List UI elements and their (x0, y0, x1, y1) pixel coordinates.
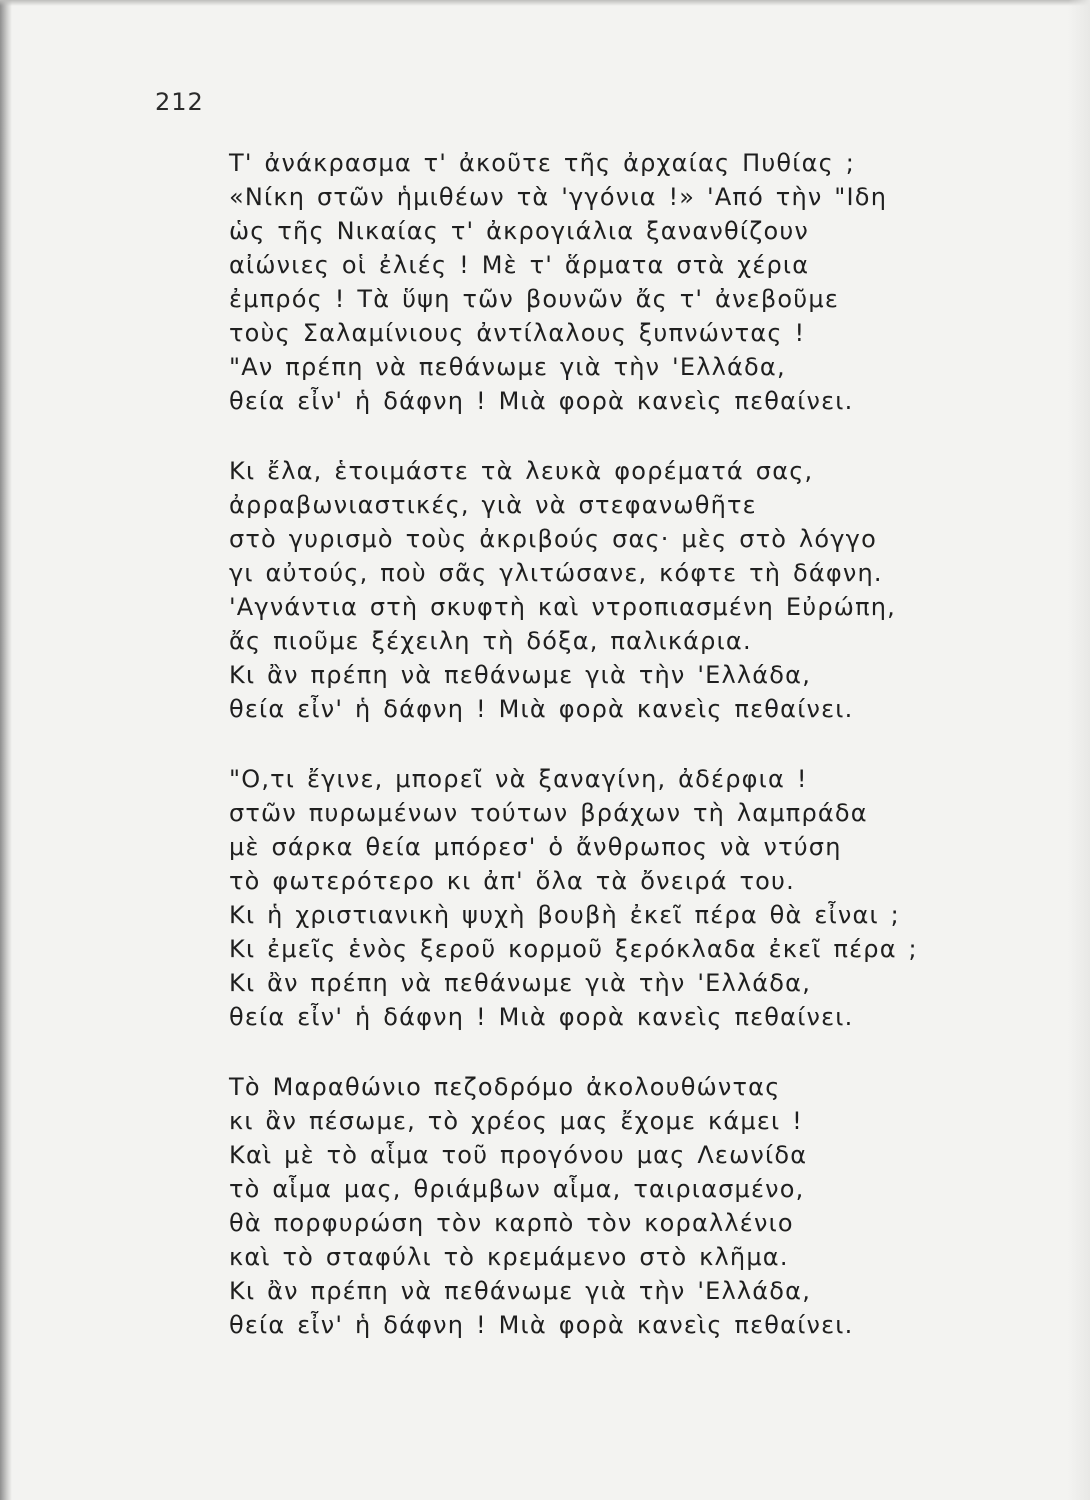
scan-edge-left (0, 0, 12, 1500)
stanza-1 (229, 146, 1049, 418)
poem-line: Κι ἔλα, ἑτοιμάστε τὰ λευκὰ φορέματά σας, (229, 457, 814, 485)
scan-edge-right (1068, 0, 1090, 1500)
poem-line: 'Αγνάντια στὴ σκυφτὴ καὶ ντροπιασμένη Εὐρώπη, (229, 593, 896, 621)
poem-line: Τ' ἀνάκρασμα τ' ἀκοῦτε τῆς ἀρχαίας Πυθίας ; (229, 149, 856, 177)
poem-line: θὰ πορφυρώση τὸν καρπὸ τὸν κοραλλένιο (229, 1209, 794, 1237)
page-number: 212 (155, 88, 204, 116)
poem-line: καὶ τὸ σταφύλι τὸ κρεμάμενο στὸ κλῆμα. (229, 1243, 789, 1271)
poem-line: αἰώνιες οἱ ἐλιές ! Μὲ τ' ἅρματα στὰ χέρια (229, 251, 810, 279)
poem-line: θεία εἶν' ἡ δάφνη ! Μιὰ φορὰ κανεὶς πεθαίνει. (229, 387, 854, 415)
poem-line: θεία εἶν' ἡ δάφνη ! Μιὰ φορὰ κανεὶς πεθαίνει. (229, 695, 854, 723)
stanza-3 (229, 762, 1049, 1034)
poem-line: θεία εἶν' ἡ δάφνη ! Μιὰ φορὰ κανεὶς πεθαίνει. (229, 1003, 854, 1031)
poem-line: "Ο,τι ἔγινε, μπορεῖ νὰ ξαναγίνη, ἀδέρφια ! (229, 765, 808, 793)
poem-line: θεία εἶν' ἡ δάφνη ! Μιὰ φορὰ κανεὶς πεθαίνει. (229, 1311, 854, 1339)
poem-line: Κι ἂν πρέπη νὰ πεθάνωμε γιὰ τὴν 'Ελλάδα, (229, 969, 812, 997)
poem-line: τοὺς Σαλαμίνιους ἀντίλαλους ξυπνώντας ! (229, 319, 806, 347)
poem-line: Κι ἐμεῖς ἑνὸς ξεροῦ κορμοῦ ξερόκλαδα ἐκεῖ πέρα ; (229, 935, 918, 963)
poem-line: «Νίκη στῶν ἡμιθέων τὰ 'γγόνια !» 'Από τὴν "Ιδη (229, 183, 888, 211)
poem-line: στῶν πυρωμένων τούτων βράχων τὴ λαμπράδα (229, 799, 868, 827)
poem-line: ἄς πιοῦμε ξέχειλη τὴ δόξα, παλικάρια. (229, 627, 752, 655)
poem-line: Κι ἂν πρέπη νὰ πεθάνωμε γιὰ τὴν 'Ελλάδα, (229, 661, 812, 689)
stanza-4 (229, 1070, 1049, 1342)
poem-line: "Αν πρέπη νὰ πεθάνωμε γιὰ τὴν 'Ελλάδα, (229, 353, 786, 381)
stanza-2 (229, 454, 1049, 726)
poem-line: τὸ αἷμα μας, θριάμβων αἷμα, ταιριασμένο, (229, 1175, 805, 1203)
scan-edge-top (0, 0, 1090, 6)
poem-line: μὲ σάρκα θεία μπόρεσ' ὁ ἄνθρωπος νὰ ντύση (229, 833, 842, 861)
poem-line: Κι ἂν πρέπη νὰ πεθάνωμε γιὰ τὴν 'Ελλάδα, (229, 1277, 812, 1305)
poem-line: Κι ἡ χριστιανικὴ ψυχὴ βουβὴ ἐκεῖ πέρα θὰ εἶναι ; (229, 901, 900, 929)
poem-line: γι αὐτούς, ποὺ σᾶς γλιτώσανε, κόφτε τὴ δάφνη. (229, 559, 883, 587)
poem-line: ὡς τῆς Νικαίας τ' ἀκρογιάλια ξανανθίζουν (229, 217, 810, 245)
poem-line: Καὶ μὲ τὸ αἷμα τοῦ προγόνου μας Λεωνίδα (229, 1141, 808, 1169)
poem-line: ἀρραβωνιαστικές, γιὰ νὰ στεφανωθῆτε (229, 491, 757, 519)
poem-line: κι ἂν πέσωμε, τὸ χρέος μας ἔχομε κάμει ! (229, 1107, 803, 1135)
poem-line: τὸ φωτερότερο κι ἀπ' ὅλα τὰ ὄνειρά του. (229, 867, 795, 895)
poem-body (229, 146, 1049, 1342)
poem-line: Τὸ Μαραθώνιο πεζοδρόμο ἀκολουθώντας (229, 1073, 781, 1101)
poem-line: ἐμπρός ! Τὰ ὕψη τῶν βουνῶν ἄς τ' ἀνεβοῦμε (229, 285, 839, 313)
poem-line: στὸ γυρισμὸ τοὺς ἀκριβούς σας· μὲς στὸ λόγγο (229, 525, 877, 553)
